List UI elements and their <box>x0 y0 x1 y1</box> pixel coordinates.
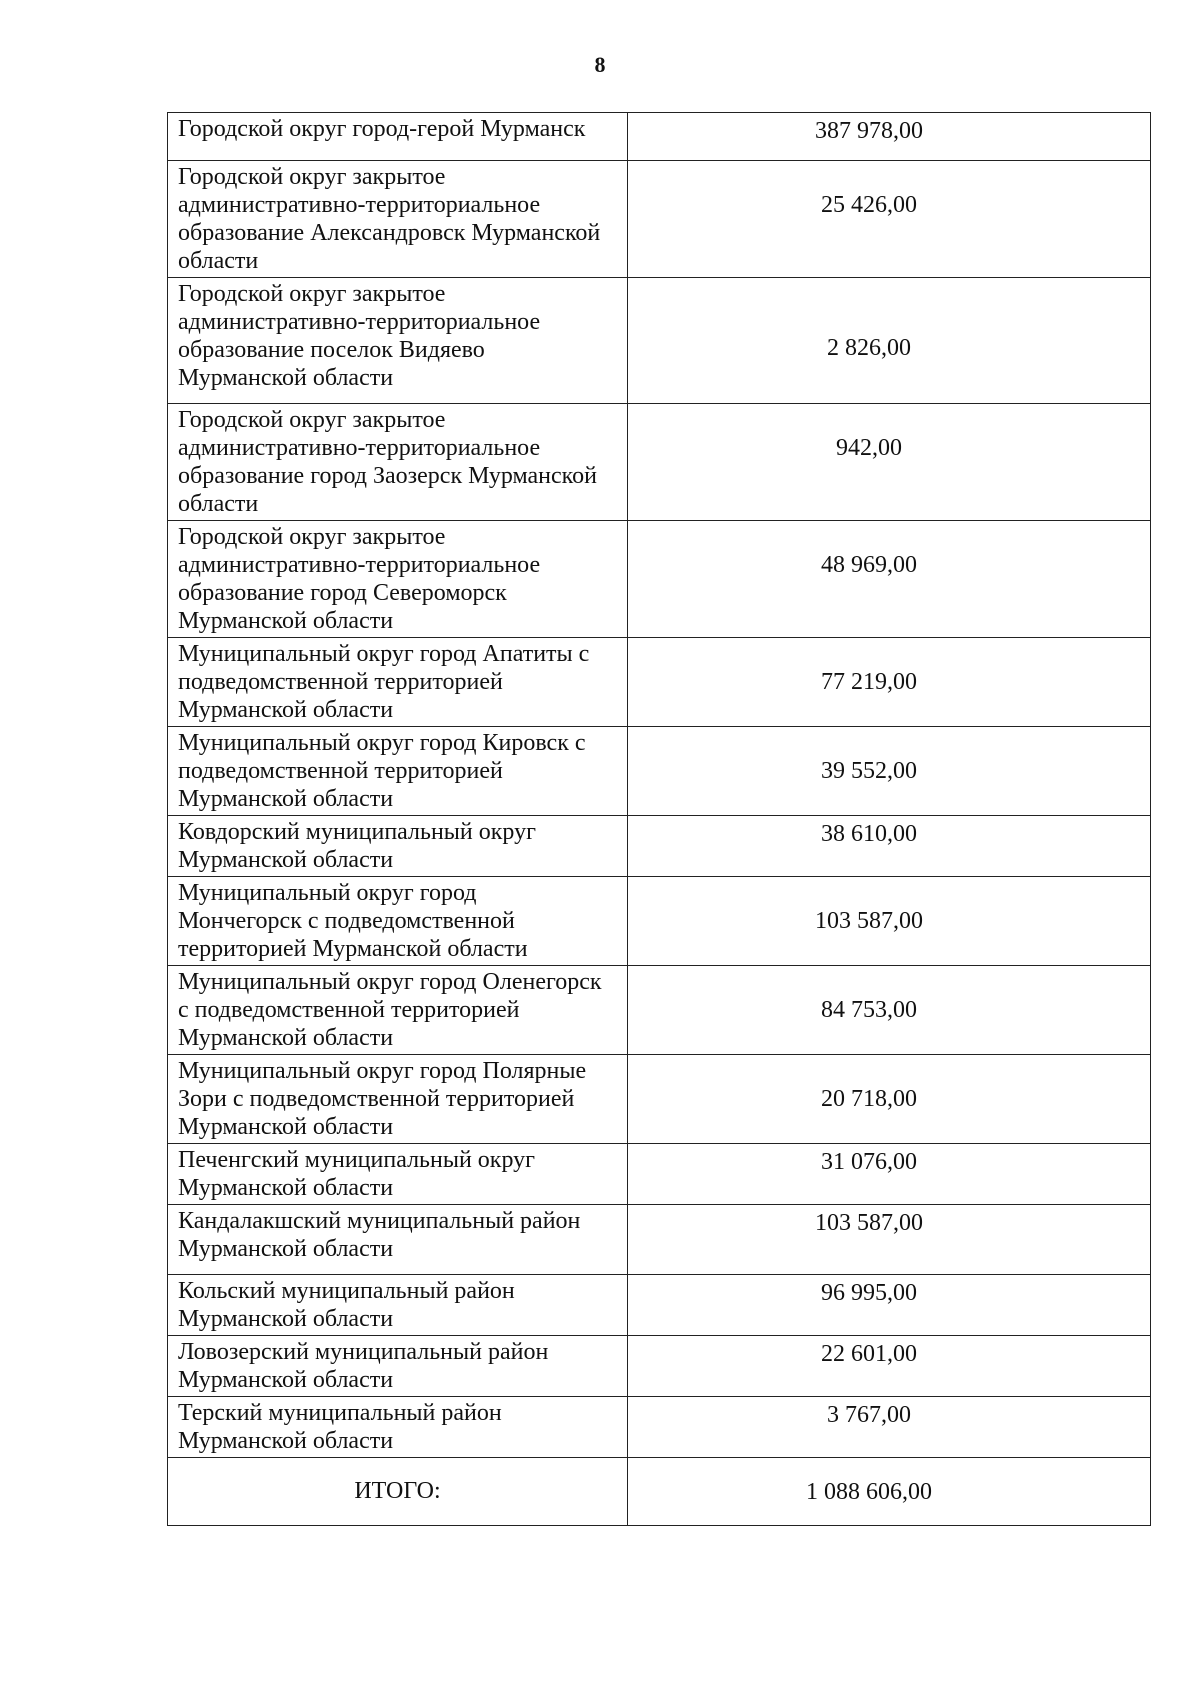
total-label: ИТОГО: <box>168 1458 628 1526</box>
table-row <box>168 1144 1151 1205</box>
municipality-name <box>168 638 628 727</box>
municipality-name-line: Муниципальный округ город <box>178 880 477 906</box>
allocation-amount: 103 587,00 <box>628 1205 1151 1275</box>
municipality-name-line: Терский муниципальный район <box>178 1400 502 1426</box>
table-row <box>168 877 1151 966</box>
municipality-name-line: Муниципальный округ город Полярные <box>178 1058 587 1084</box>
municipality-name-line: Кольский муниципальный район <box>178 1278 515 1304</box>
municipality-name-line: Мурманской области <box>178 1236 394 1262</box>
allocation-amount: 20 718,00 <box>628 1055 1151 1144</box>
municipality-name-line: Мурманской области <box>178 1306 394 1332</box>
allocation-amount: 31 076,00 <box>628 1144 1151 1205</box>
municipality-name-line: области <box>178 248 259 274</box>
municipality-name <box>168 404 628 521</box>
municipality-name-line: образование город Заозерск Мурманской <box>178 463 597 489</box>
municipality-name-line: Мурманской области <box>178 697 394 723</box>
page-number: 8 <box>594 52 606 77</box>
table-row <box>168 404 1151 521</box>
allocation-table <box>167 112 1151 1526</box>
allocation-amount: 48 969,00 <box>628 521 1151 638</box>
allocation-amount: 77 219,00 <box>628 638 1151 727</box>
municipality-name <box>168 1336 628 1397</box>
municipality-name-line: Ловозерский муниципальный район <box>178 1339 549 1365</box>
allocation-amount: 22 601,00 <box>628 1336 1151 1397</box>
municipality-name-line: образование поселок Видяево <box>178 337 485 363</box>
municipality-name <box>168 1205 628 1275</box>
municipality-name-line: образование Александровск Мурманской <box>178 220 601 246</box>
table-row <box>168 727 1151 816</box>
municipality-name-line: Городской округ закрытое <box>178 281 446 307</box>
municipality-name-line: Мурманской области <box>178 786 394 812</box>
municipality-name-line: Городской округ закрытое <box>178 407 446 433</box>
allocation-amount: 387 978,00 <box>628 113 1151 161</box>
table-row <box>168 1205 1151 1275</box>
table-row <box>168 278 1151 404</box>
table-row <box>168 113 1151 161</box>
municipality-name-line: Мурманской области <box>178 1025 394 1051</box>
municipality-name-line: Муниципальный округ город Кировск с <box>178 730 586 756</box>
municipality-name-line: Городской округ город-герой Мурманск <box>178 116 586 142</box>
table-row <box>168 966 1151 1055</box>
municipality-name-line: Печенгский муниципальный округ <box>178 1147 535 1173</box>
municipality-name <box>168 966 628 1055</box>
municipality-name-line: административно-территориальное <box>178 435 541 461</box>
table-row <box>168 1275 1151 1336</box>
allocation-amount: 103 587,00 <box>628 877 1151 966</box>
allocation-amount: 84 753,00 <box>628 966 1151 1055</box>
municipality-name <box>168 1055 628 1144</box>
municipality-name-line: Городской округ закрытое <box>178 164 446 190</box>
municipality-name <box>168 278 628 404</box>
municipality-name-line: Муниципальный округ город Апатиты с <box>178 641 590 667</box>
municipality-name-line: Мурманской области <box>178 1367 394 1393</box>
municipality-name-line: административно-территориальное <box>178 552 541 578</box>
municipality-name <box>168 521 628 638</box>
total-value: 1 088 606,00 <box>628 1458 1151 1526</box>
table-row <box>168 1055 1151 1144</box>
municipality-name-line: Мурманской области <box>178 1114 394 1140</box>
allocation-amount: 38 610,00 <box>628 816 1151 877</box>
allocation-amount: 25 426,00 <box>628 161 1151 278</box>
table-body <box>168 113 1151 1526</box>
municipality-name-line: территорией Мурманской области <box>178 936 528 962</box>
municipality-name-line: Мончегорск с подведомственной <box>178 908 515 934</box>
municipality-name-line: административно-территориальное <box>178 192 541 218</box>
municipality-name-line: Мурманской области <box>178 1428 394 1454</box>
municipality-name <box>168 727 628 816</box>
table-row <box>168 816 1151 877</box>
table-row <box>168 638 1151 727</box>
municipality-name-line: Ковдорский муниципальный округ <box>178 819 536 845</box>
municipality-name-line: с подведомственной территорией <box>178 997 520 1023</box>
allocation-amount: 39 552,00 <box>628 727 1151 816</box>
municipality-name-line: Мурманской области <box>178 1175 394 1201</box>
allocation-amount: 3 767,00 <box>628 1397 1151 1458</box>
allocation-amount: 2 826,00 <box>628 278 1151 404</box>
municipality-name-line: Кандалакшский муниципальный район <box>178 1208 581 1234</box>
municipality-name-line: области <box>178 491 259 517</box>
municipality-name <box>168 161 628 278</box>
municipality-name <box>168 816 628 877</box>
allocation-amount: 96 995,00 <box>628 1275 1151 1336</box>
municipality-name <box>168 113 628 161</box>
table-row <box>168 521 1151 638</box>
table-row <box>168 1397 1151 1458</box>
table-row <box>168 161 1151 278</box>
municipality-name-line: административно-территориальное <box>178 309 541 335</box>
municipality-name-line: Мурманской области <box>178 847 394 873</box>
municipality-name <box>168 1397 628 1458</box>
total-row <box>168 1458 1151 1526</box>
municipality-name-line: подведомственной территорией <box>178 669 503 695</box>
table-row <box>168 1336 1151 1397</box>
municipality-name <box>168 1275 628 1336</box>
municipality-name-line: Городской округ закрытое <box>178 524 446 550</box>
municipality-name-line: подведомственной территорией <box>178 758 503 784</box>
municipality-name-line: образование город Североморск <box>178 580 507 606</box>
municipality-name-line: Мурманской области <box>178 608 394 634</box>
municipality-name <box>168 877 628 966</box>
municipality-name-line: Мурманской области <box>178 365 394 391</box>
municipality-name <box>168 1144 628 1205</box>
allocation-amount: 942,00 <box>628 404 1151 521</box>
municipality-name-line: Зори с подведомственной территорией <box>178 1086 575 1112</box>
municipality-name-line: Муниципальный округ город Оленегорск <box>178 969 602 995</box>
